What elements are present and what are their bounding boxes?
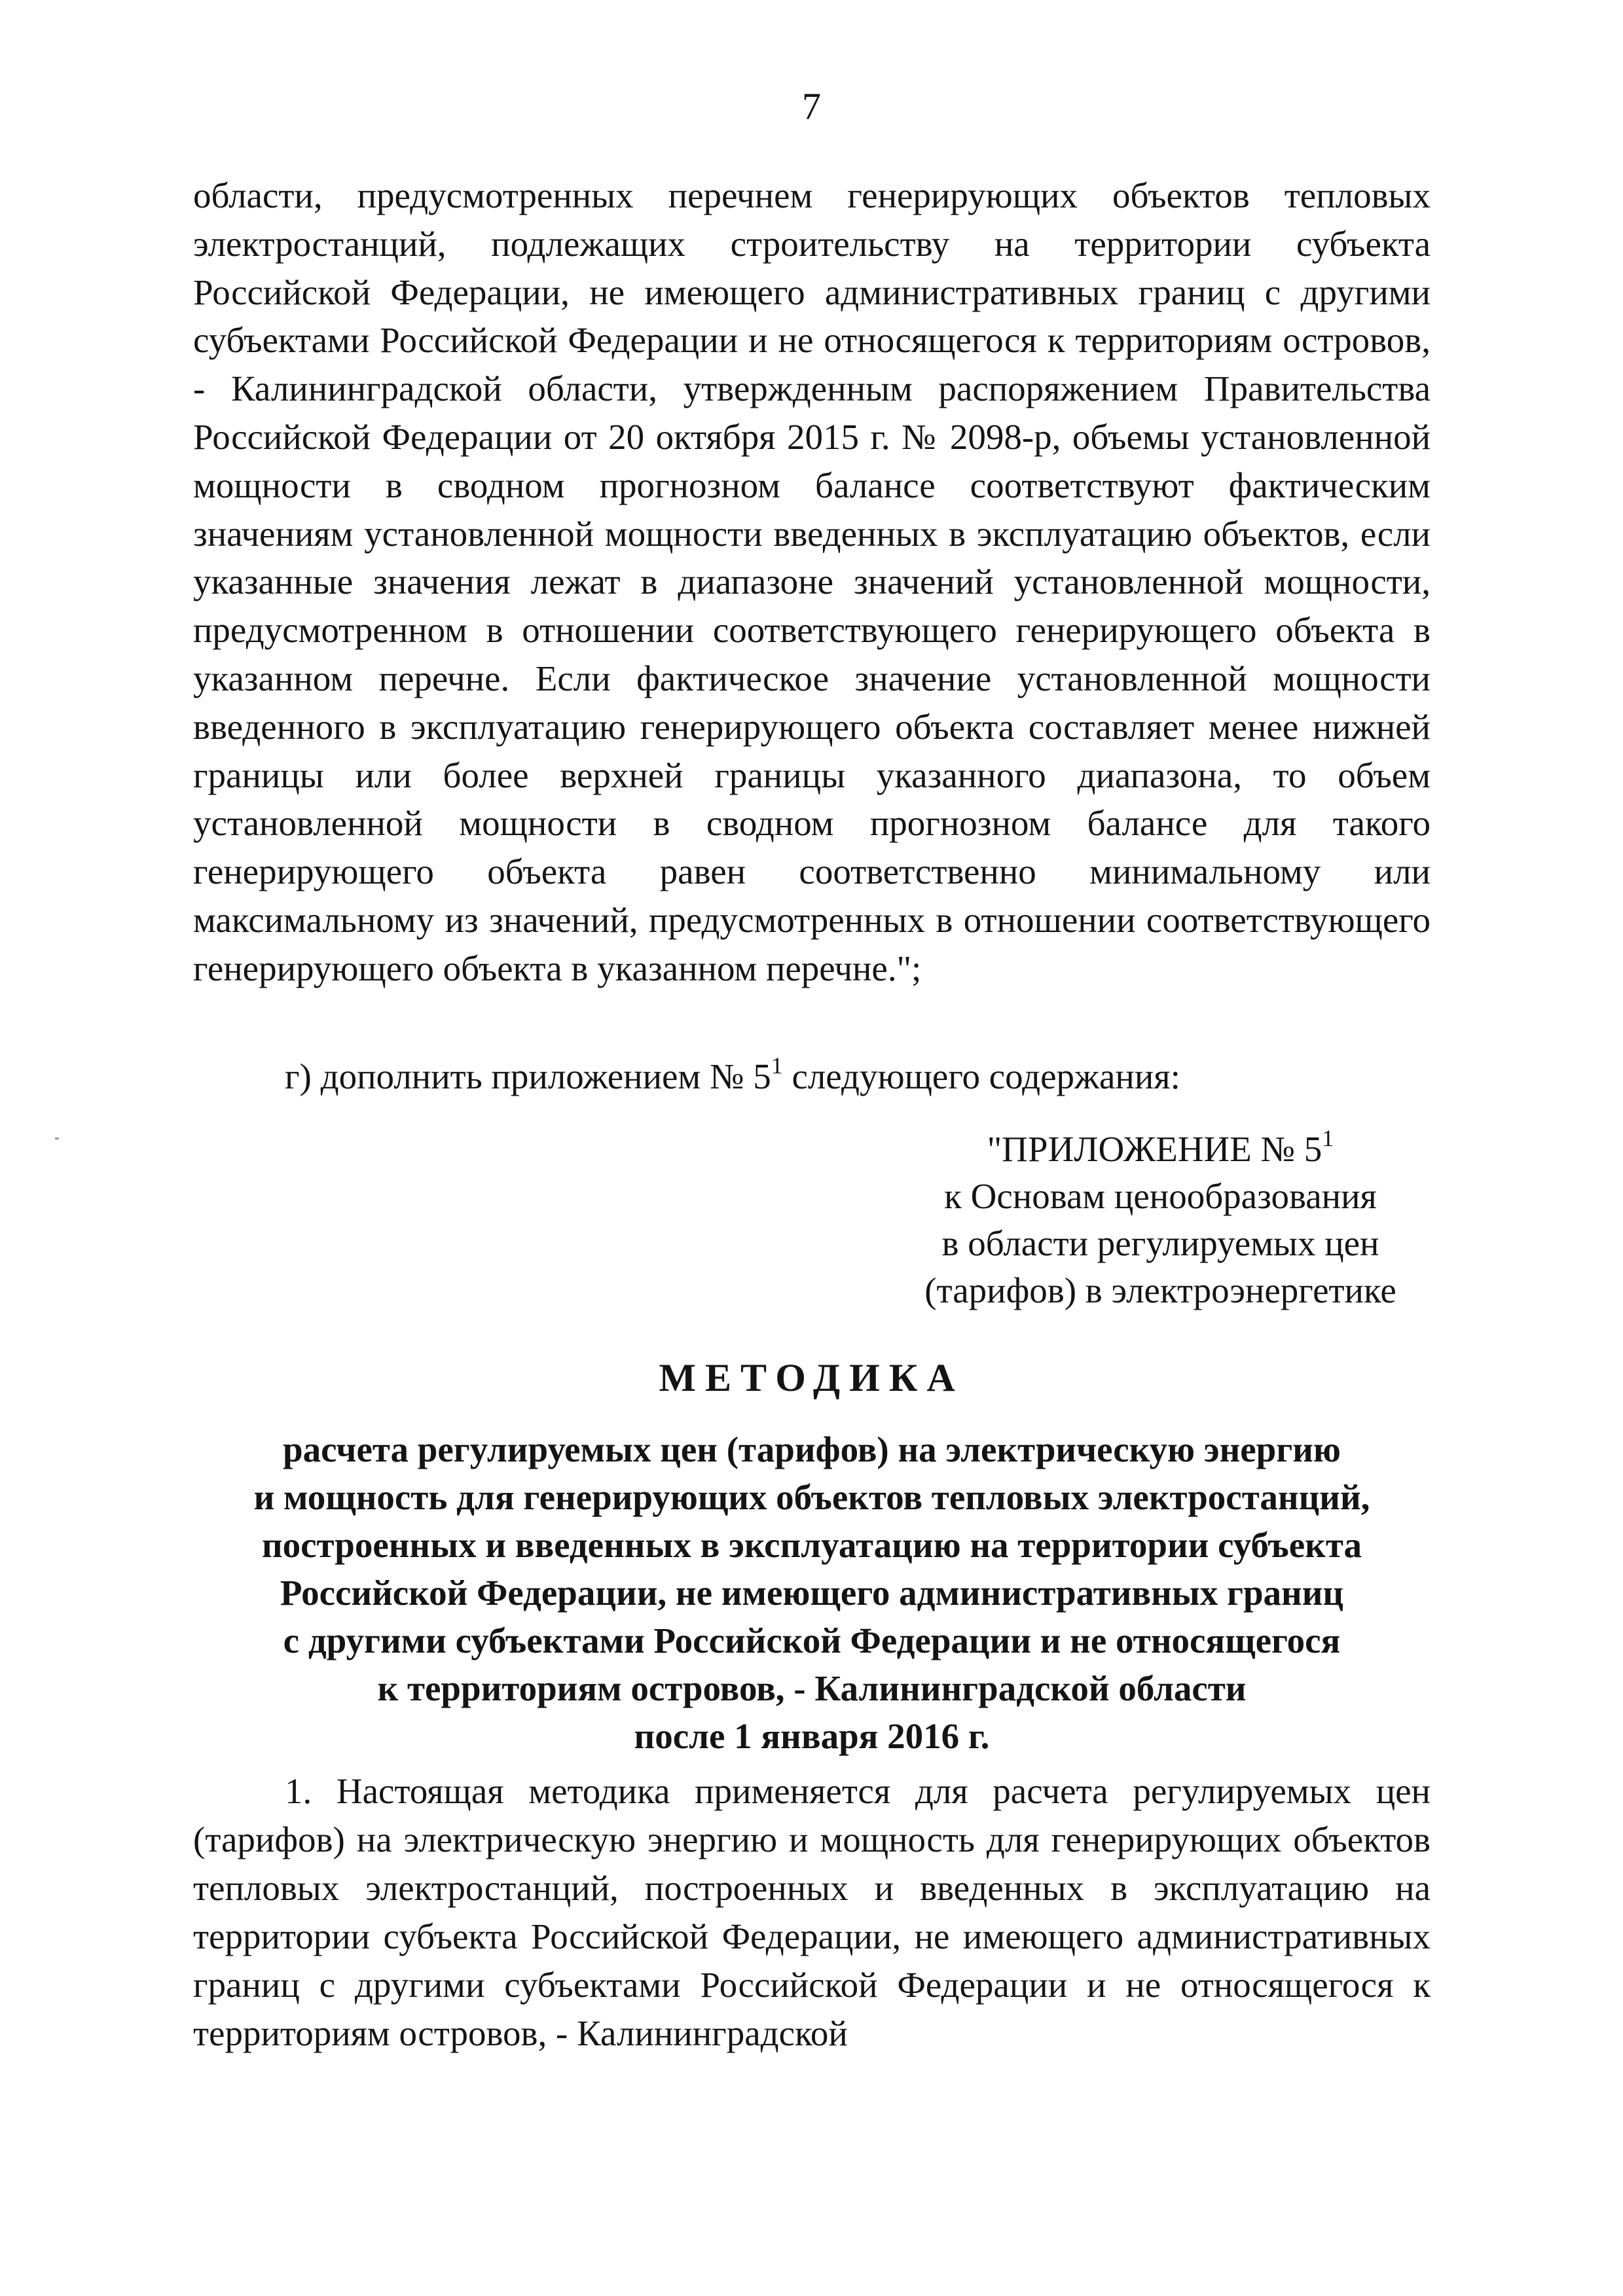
- appendix-header: [890, 1126, 1431, 1314]
- appendix-heading-superscript: 1: [1322, 1124, 1334, 1151]
- appendix-heading: [890, 1126, 1431, 1173]
- amendment-item-g-tail: следующего содержания:: [782, 1056, 1180, 1096]
- amendment-item-g-text: г) дополнить приложением № 5: [285, 1056, 771, 1096]
- appendix-line-3: (тарифов) в электроэнергетике: [924, 1270, 1396, 1310]
- methodology-item-1: 1. Настоящая методика применяется для расчета регулируемых цен (тарифов) на электрическую энергию и мощность для генерирующих объектов тепловых электростанций, построенных и введенных в эксплуатацию на территории субъекта Российской Федерации, не имеющего административных границ с другими субъектами Российской Федерации и не относящегося к территориям островов, - Калининградской: [193, 1771, 1431, 2053]
- methodology-subtitle-line: с другими субъектами Российской Федерации и не относящегося: [283, 1621, 1341, 1660]
- methodology-subtitle-line: и мощность для генерирующих объектов тепловых электростанций,: [253, 1477, 1370, 1517]
- appendix-line-1: к Основам ценообразования: [944, 1176, 1377, 1216]
- methodology-subtitle: [157, 1426, 1467, 1760]
- methodology-subtitle-line: к территориям островов, - Калининградской области: [377, 1668, 1247, 1708]
- continuation-paragraph: области, предусмотренных перечнем генерирующих объектов тепловых электростанций, подлежащих строительству на территории субъекта Российской Федерации, не имеющего административных границ с другими субъектами Российской Федерации и не относящегося к территориям островов, - Калининградской области, утвержденным распоряжением Правительства Российской Федерации от 20 октября 2015 г. № 2098-р, объемы установленной мощности в сводном прогнозном балансе соответствуют фактическим значениям установленной мощности введенных в эксплуатацию объектов, если указанные значения лежат в диапазоне значений установленной мощности, предусмотренном в отношении соответствующего генерирующего объекта в указанном перечне. Если фактическое значение установленной мощности введенного в эксплуатацию генерирующего объекта составляет менее нижней границы или более верхней границы указанного диапазона, то объем установленной мощности в сводном прогнозном балансе для такого генерирующего объекта равен соответственно минимальному или максимальному из значений, предусмотренных в отношении соответствующего генерирующего объекта в указанном перечне.";: [193, 175, 1431, 988]
- methodology-title: МЕТОДИКА: [659, 1356, 964, 1399]
- appendix-line-2: в области регулируемых цен: [941, 1223, 1379, 1263]
- scan-margin-mark: [55, 1138, 59, 1139]
- page-number: 7: [802, 85, 821, 128]
- methodology-subtitle-line: построенных и введенных в эксплуатацию на территории субъекта: [261, 1525, 1362, 1565]
- amendment-item-g: [193, 1052, 1431, 1101]
- methodology-subtitle-line: расчета регулируемых цен (тарифов) на электрическую энергию: [283, 1429, 1341, 1469]
- superscript-index: 1: [771, 1052, 783, 1079]
- methodology-subtitle-line: Российской Федерации, не имеющего административных границ: [280, 1573, 1344, 1613]
- methodology-subtitle-line: после 1 января 2016 г.: [634, 1716, 990, 1756]
- appendix-heading-text: "ПРИЛОЖЕНИЕ № 5: [987, 1129, 1322, 1169]
